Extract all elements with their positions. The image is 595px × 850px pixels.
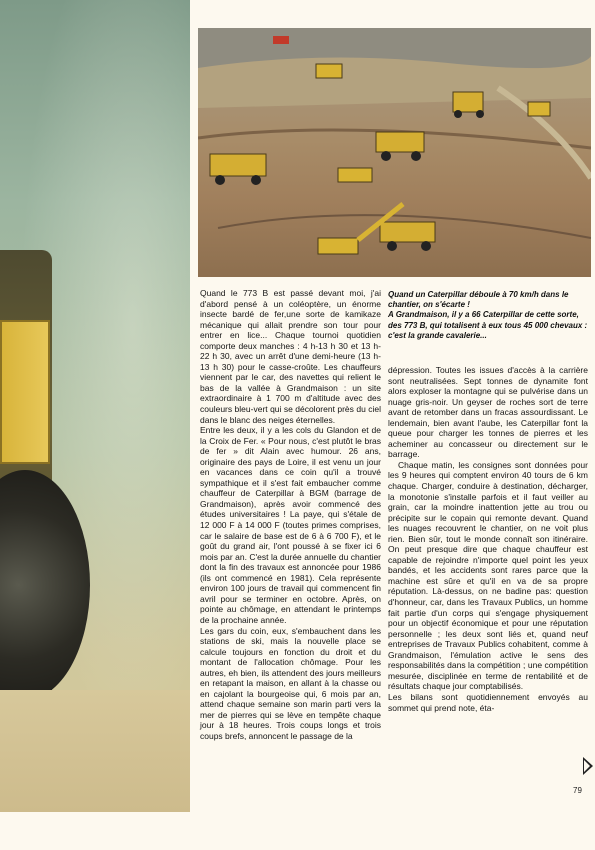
paragraph: Chaque matin, les consignes sont données pour les 9 heures qui comptent environ 40 tours de 6 km chaque. Charger, conduire à destination, décharger, la monotonie s'installe parfois et il faut veiller au grain, car la moindre inattention jette au trou ou précipite sur le copain qui remonte devant. Quand les nuages recouvrent le chantier, on ne voit plus rien. Bien sûr, tout le monde connaît son itinéraire. On peut presque dire que chaque chauffeur est capable de rejoindre n'importe quel point les yeux bandés, et les accidents sont rares parce que la machine est sûre et qu'il en va de sa propre réputation. Là-dessus, on ne badine pas: question d'honneur, car, dans les Travaux Publics, un homme fait partie d'un corps qui s'engage physiquement pour un objectif économique et pour une réputation personnelle ; les deux sont liés et, quand neuf entreprises de Travaux Publics cohabitent, comme à Grandmaison, l'émulation active le sens des responsabilités dans la compétition ; une compétition mesurée, disciplinée en terme de rentabilité et de résultats chaque jour comptabilisés.	[388, 459, 588, 692]
left-photo-truck	[0, 0, 190, 812]
paragraph: dépression. Toutes les issues d'accès à la carrière sont neutralisées. Sept tonnes de dynamite font alors exploser la montagne qui se pulvérise dans un nuage gris-noir. Un geyser de roches sort de terre avant de retomber dans un fracas assourdissant. Le lendemain, bien avant l'aube, les Caterpillar font la queue pour charger les tonnes de pierres et les acheminer au concasseur ou directement sur le barrage.	[388, 365, 588, 460]
photo-caption	[388, 290, 588, 341]
truck-cab	[0, 320, 50, 464]
paragraph: Entre les deux, il y a les cols du Glandon et de la Croix de Fer. « Pour nous, c'est plutôt le bras de fer » dit Alain avec humour. 26 ans, originaire des pays de Loire, il est venu un jour en vacances dans ce coin qu'il a trouvé sympathique et il s'est fait embaucher comme chauffeur de Caterpillar à BGM (barrage de Grandmaison), après avoir commencé des études universitaires ! La paye, qui s'étale de 12 000 F à 14 000 F (toutes primes comprises, car le salaire de base est de 6 à 6 700 F), et le goût du grand air, l'ont poussé à se fixer ici 6 mois par an. C'est la durée annuelle du chantier dont la fin des travaux est annoncée pour 1986 (ils ont commencé en 1981). Cela représente environ 100 jours de travail qui commencent fin avril pour se terminer en octobre. Après, on pointe au chômage, en attendant le printemps de la prochaine année.	[200, 425, 381, 625]
dump-truck	[210, 92, 483, 242]
paragraph: Quand le 773 B est passé devant moi, j'ai d'abord pensé à un coléoptère, un énorme insecte bardé de fer,une sorte de kamikaze mécanique qui allait prendre son tour pour entrer en lice... Chaque tournoi quotidien comporte deux manches : 4 h-13 h 30 et 13 h-22 h 30, avec un arrêt d'une demi-heure (13 h-13 h 30) pour le casse-croûte. Les chauffeurs viennent par le car, des navettes qui relient le bas de la vallée à Grandmaison : un site extraordinaire à 1 700 m d'altitude avec des couleurs bleu-vert qui se décolorent près du ciel dans le blanc des neiges éternelles.	[200, 288, 381, 425]
paragraph: Les gars du coin, eux, s'embauchent dans les stations de ski, mais la nouvelle place se calcule toujours en fonction du droit et du montant de l'allocation chômage. Pour les autres, eh bien, ils attendent des jours meilleurs en retapant la maison, en allant à la chasse ou en cajolant la bourgeoise qui, 6 mois par an, attend chaque semaine son marin parti vers la mer de pierres qui se lève en tempête chaque jour à 18 heures. Trois coups longs et trois coups brefs, annoncent le passage de la	[200, 625, 381, 741]
article-column-2	[388, 365, 588, 713]
caption-line: Quand un Caterpillar déboule à 70 km/h dans le chantier, on s'écarte !	[388, 290, 569, 310]
paragraph: Les bilans sont quotidiennement envoyés au sommet qui prend note, éta-	[388, 691, 588, 713]
continue-arrow-icon	[583, 757, 593, 775]
caption-line: c'est la grande cavalerie...	[388, 330, 487, 340]
page-number: 79	[573, 786, 582, 795]
top-photo-quarry	[198, 28, 591, 277]
article-column-1	[200, 288, 381, 742]
caption-line: A Grandmaison, il y a 66 Caterpillar de cette sorte, des 773 B, qui totalisent à eux tous 45 000 chevaux :	[388, 310, 588, 330]
